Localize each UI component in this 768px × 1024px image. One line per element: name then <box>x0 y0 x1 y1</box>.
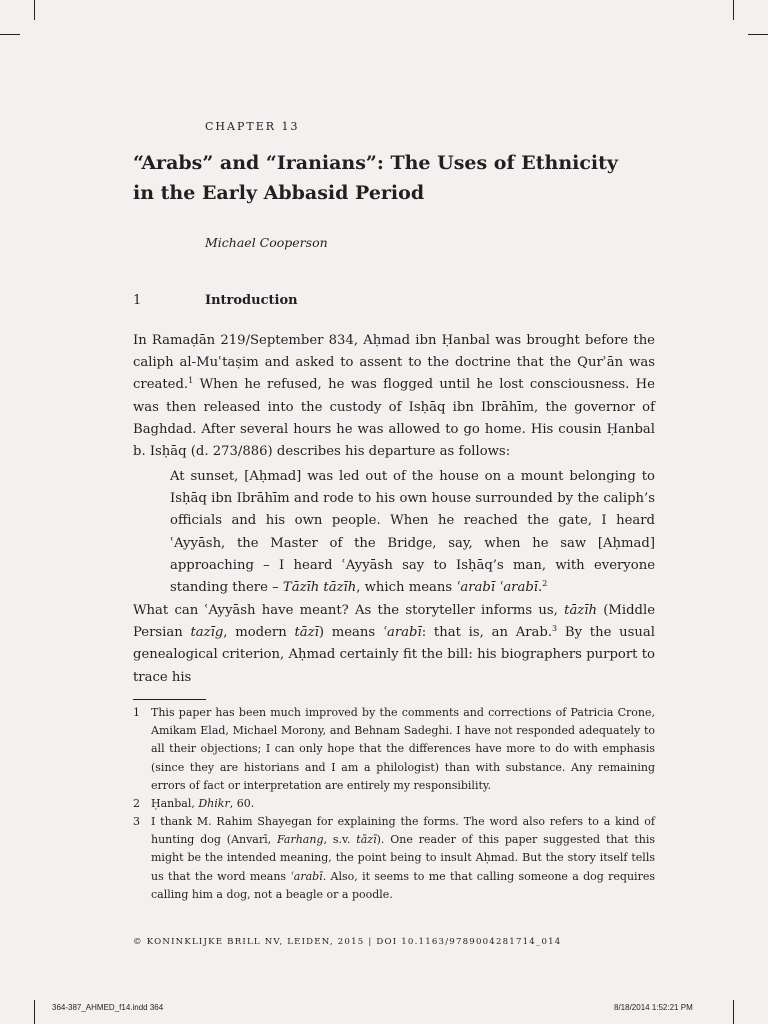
footnote-number: 3 <box>133 815 140 828</box>
text-run: (Middle Persian <box>133 603 656 641</box>
text-run: , modern <box>223 625 295 641</box>
author-name: Michael Cooperson <box>205 235 328 250</box>
footnote-ref[interactable]: 1 <box>188 376 194 386</box>
text-run: At sunset, [Aḥmad] was led out of the house on a mount belonging to Isḥāq ibn Ibrāhīm and rode to his own house surrounded by the caliph’s officials and his own people. When he reached the gate, I heard ʿAyyāsh, the Master of the Bridge, say, when he saw [Aḥmad] approaching – I heard ʿAyyāsh say to Isḥāq’s man, with everyone standing there – <box>170 469 655 596</box>
crop-mark <box>748 34 768 35</box>
section-title: Introduction <box>205 293 298 308</box>
italic-run: Farhang <box>277 833 324 847</box>
italic-run: tazīg <box>190 625 224 641</box>
slug-date: 8/18/2014 1:52:21 PM <box>614 1003 693 1012</box>
text-run: In Ramaḍān 219/September 834, Aḥmad ibn Ḥanbal was brought before the caliph al-Muʿtaṣim and asked to assent to the doctrine that the Qurʾān was created. <box>133 333 655 393</box>
text-run: What can ʿAyyāsh have meant? As the storyteller informs us, <box>133 603 565 618</box>
text-run: , 60. <box>229 797 255 810</box>
italic-run: Tāzīh tāzīh <box>282 580 357 596</box>
footnote <box>133 795 655 813</box>
text-run: ). One reader of this paper suggested that this might be the intended meaning, the point being to insult Aḥmad. But the story itself tells us that the word means <box>151 833 655 883</box>
text-run: By the usual genealogical criterion, Aḥmad certainly fit the bill: his biographers purport to trace his <box>133 625 655 685</box>
footnote-ref[interactable]: 3 <box>552 624 558 634</box>
italic-run: tāzīh <box>564 603 597 618</box>
footnote-text: This paper has been much improved by the comments and corrections of Patricia Crone, Amikam Elad, Michael Morony, and Behnam Sadeghi. I have not responded adequately to all their objections; I can only hope that the differences have more to do with emphasis (since they are historians and I am a philologist) than with substance. Any remaining errors of fact or interpretation are entirely my responsibility. <box>151 706 655 792</box>
footnote-number: 1 <box>133 706 140 719</box>
crop-mark <box>34 0 35 20</box>
text-run: : that is, an Arab. <box>421 625 553 641</box>
footnote <box>133 813 655 904</box>
body-paragraph <box>133 330 655 463</box>
section-number: 1 <box>133 293 142 308</box>
italic-run: Dhikr <box>198 797 230 810</box>
crop-mark <box>733 0 734 20</box>
text-run: , s.v. <box>323 833 357 847</box>
footnote-divider <box>133 699 206 700</box>
italic-run: tāzī <box>356 833 377 847</box>
title-line-2: in the Early Abbasid Period <box>133 182 425 204</box>
chapter-title <box>133 148 693 208</box>
section-heading <box>133 293 298 308</box>
slug-filename: 364-387_AHMED_f14.indd 364 <box>52 1003 164 1012</box>
italic-run: ʿarabī <box>290 869 323 883</box>
body-paragraph <box>133 600 655 689</box>
crop-mark <box>34 1000 35 1024</box>
chapter-label: CHAPTER 13 <box>205 120 300 133</box>
crop-mark <box>733 1000 734 1024</box>
footnote-text <box>151 795 655 813</box>
footnote-number: 2 <box>133 797 140 810</box>
block-quote <box>170 466 655 599</box>
text-run: When he refused, he was flogged until he lost consciousness. He was then released into the custody of Isḥāq ibn Ibrāhīm, the governor of Baghdad. After several hours he was allowed to go home. His cousin Ḥanbal b. Isḥāq (d. 273/886) describes his departure as follows: <box>133 377 655 460</box>
italic-run: tāzī <box>294 625 319 641</box>
text-run: Ḥanbal, <box>151 797 199 810</box>
copyright-line: © KONINKLIJKE BRILL NV, LEIDEN, 2015 | DOI 10.1163/9789004281714_014 <box>133 937 562 947</box>
footnote-ref[interactable]: 2 <box>542 579 548 589</box>
text-run: , which means <box>356 580 457 596</box>
italic-run: ʿarabī ʿarabī <box>456 580 539 596</box>
text-run: . <box>538 580 543 596</box>
text-run: . Also, it seems to me that calling someone a dog requires calling him a dog, not a beagle or a poodle. <box>151 869 655 901</box>
title-line-1: “Arabs” and “Iranians”: The Uses of Ethnicity <box>133 152 618 174</box>
text-run: ) means <box>318 625 383 641</box>
italic-run: ʿarabī <box>382 625 422 641</box>
footnote-text <box>151 813 655 904</box>
crop-mark <box>0 34 20 35</box>
text-run: I thank M. Rahim Shayegan for explaining the forms. The word also refers to a kind of hunting dog (Anvarī, <box>151 815 655 847</box>
footnote <box>133 704 655 795</box>
